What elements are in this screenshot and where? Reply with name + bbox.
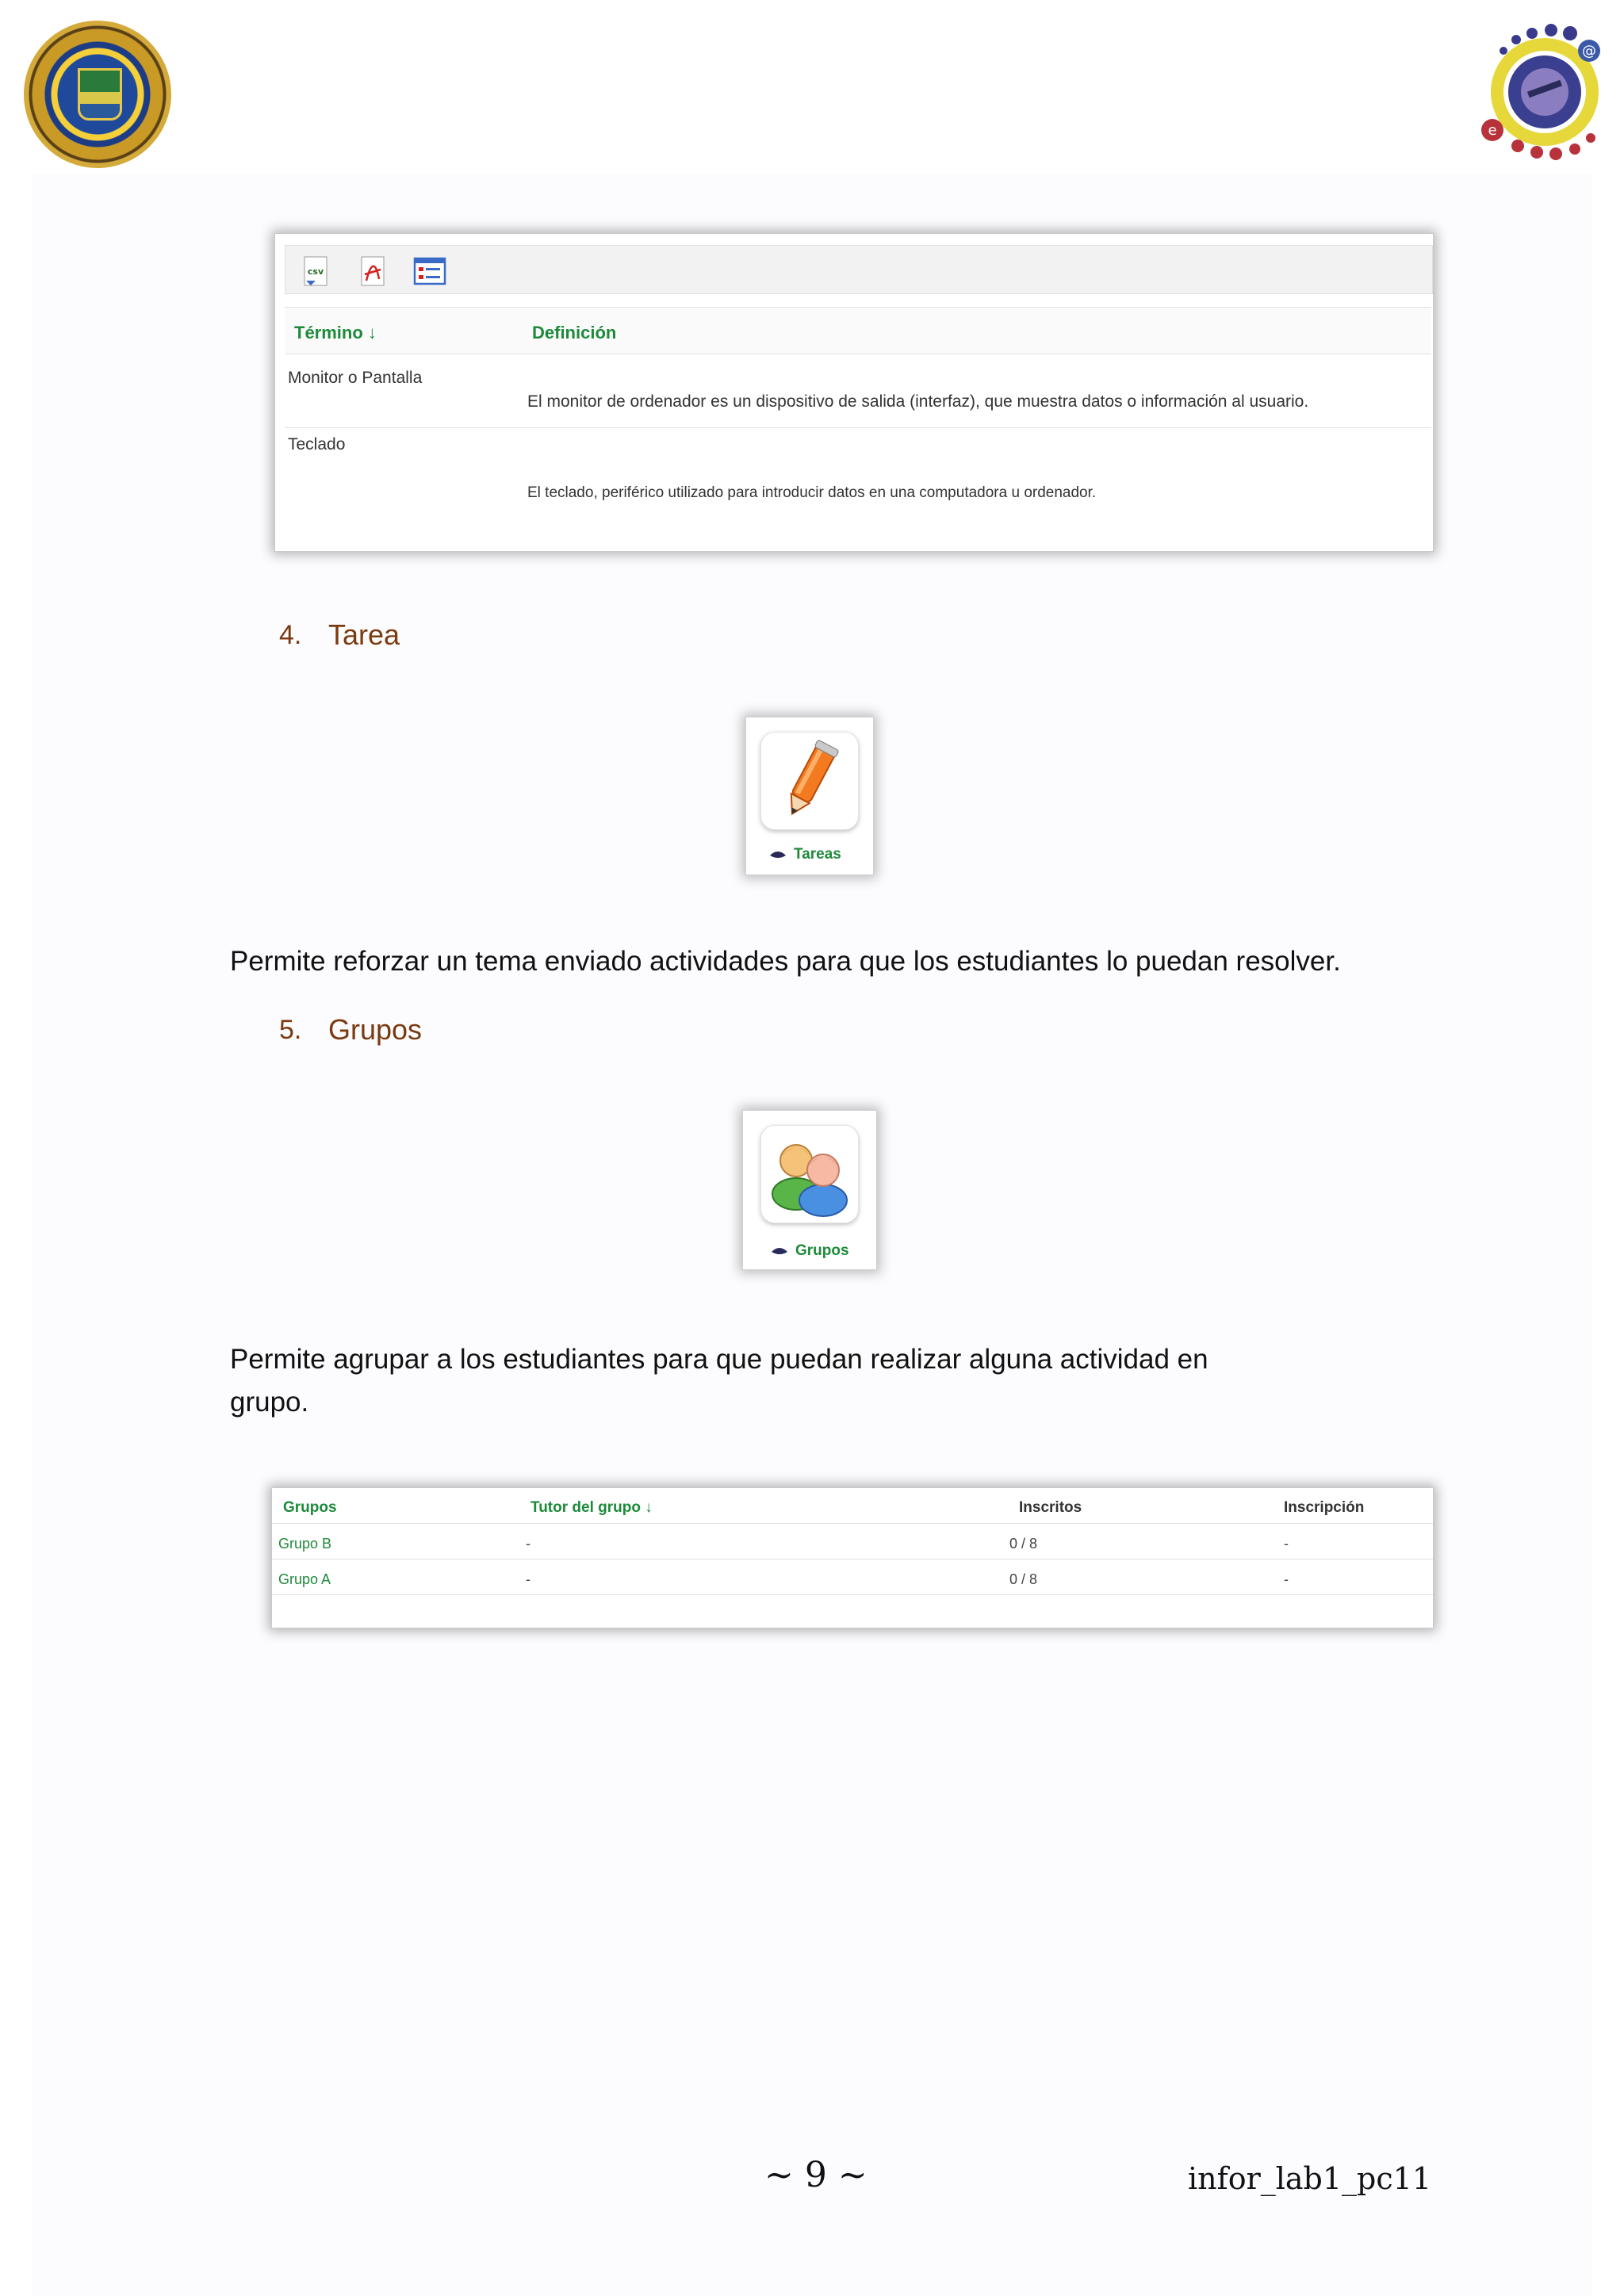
column-header-enrolled: Inscritos xyxy=(1019,1499,1082,1516)
glossary-header-row xyxy=(285,307,1431,354)
pdf-export-icon[interactable] xyxy=(355,254,390,289)
tile-icon-frame xyxy=(760,732,859,830)
page-number: ~ 9 ~ xyxy=(764,2155,868,2195)
pencil-icon xyxy=(761,733,858,829)
tile-icon-frame xyxy=(760,1125,859,1223)
glossary-definition: El monitor de ordenador es un dispositivo de salida (interfaz), que muestra datos o información al usuario. xyxy=(527,392,1309,411)
group-name-link[interactable]: Grupo A xyxy=(278,1571,331,1587)
section-title: Tarea xyxy=(328,618,400,651)
column-header-definition[interactable]: Definición xyxy=(532,323,617,342)
group-tutor: - xyxy=(526,1536,530,1552)
glossary-term: Monitor o Pantalla xyxy=(288,369,423,387)
list-view-icon[interactable] xyxy=(412,254,447,289)
grupos-module-tile[interactable] xyxy=(742,1110,877,1270)
tareas-module-tile[interactable] xyxy=(745,717,874,875)
svg-text:@: @ xyxy=(1582,43,1596,59)
eye-icon xyxy=(768,848,787,860)
column-header-enrollment: Inscripción xyxy=(1284,1499,1365,1516)
seal-crest xyxy=(78,68,122,121)
group-enrolled: 0 / 8 xyxy=(1009,1536,1038,1552)
informatics-logo xyxy=(1472,19,1614,162)
eye-icon xyxy=(770,1244,789,1257)
column-header-term[interactable]: Término ↓ xyxy=(294,323,377,342)
groups-table-screenshot xyxy=(271,1487,1434,1628)
group-enrolled: 0 / 8 xyxy=(1009,1571,1038,1587)
section-description-line: Permite agrupar a los estudiantes para que puedan realizar alguna actividad en xyxy=(230,1344,1208,1375)
section-description: Permite reforzar un tema enviado actividades para que los estudiantes lo puedan resolver. xyxy=(230,946,1341,977)
users-group-icon xyxy=(761,1126,858,1223)
glossary-definition: El teclado, periférico utilizado para introducir datos en una computadora u ordenador. xyxy=(527,484,1097,501)
section-number: 5. xyxy=(279,1015,302,1045)
table-row xyxy=(272,1559,1433,1595)
table-row xyxy=(272,1524,1433,1559)
university-seal-logo xyxy=(24,21,171,168)
tile-label[interactable]: Tareas xyxy=(794,846,841,863)
section-description-line: grupo. xyxy=(230,1387,309,1418)
document-code: infor_lab1_pc11 xyxy=(1188,2161,1432,2196)
group-enrollment: - xyxy=(1284,1536,1289,1552)
column-header-tutor[interactable]: Tutor del grupo ↓ xyxy=(530,1499,653,1516)
row-divider xyxy=(285,427,1431,428)
column-header-groups[interactable]: Grupos xyxy=(283,1499,337,1516)
groups-header-row xyxy=(272,1491,1433,1524)
svg-text:csv: csv xyxy=(307,266,324,277)
group-enrollment: - xyxy=(1284,1571,1289,1587)
section-title: Grupos xyxy=(328,1013,423,1046)
glossary-toolbar xyxy=(285,245,1433,294)
section-number: 4. xyxy=(279,620,302,650)
tile-label[interactable]: Grupos xyxy=(795,1242,849,1259)
svg-text:e: e xyxy=(1488,122,1497,139)
glossary-screenshot xyxy=(274,233,1434,552)
glossary-term: Teclado xyxy=(288,435,346,453)
group-tutor: - xyxy=(526,1571,530,1587)
group-name-link[interactable]: Grupo B xyxy=(278,1536,332,1552)
csv-export-icon[interactable] xyxy=(298,254,333,289)
